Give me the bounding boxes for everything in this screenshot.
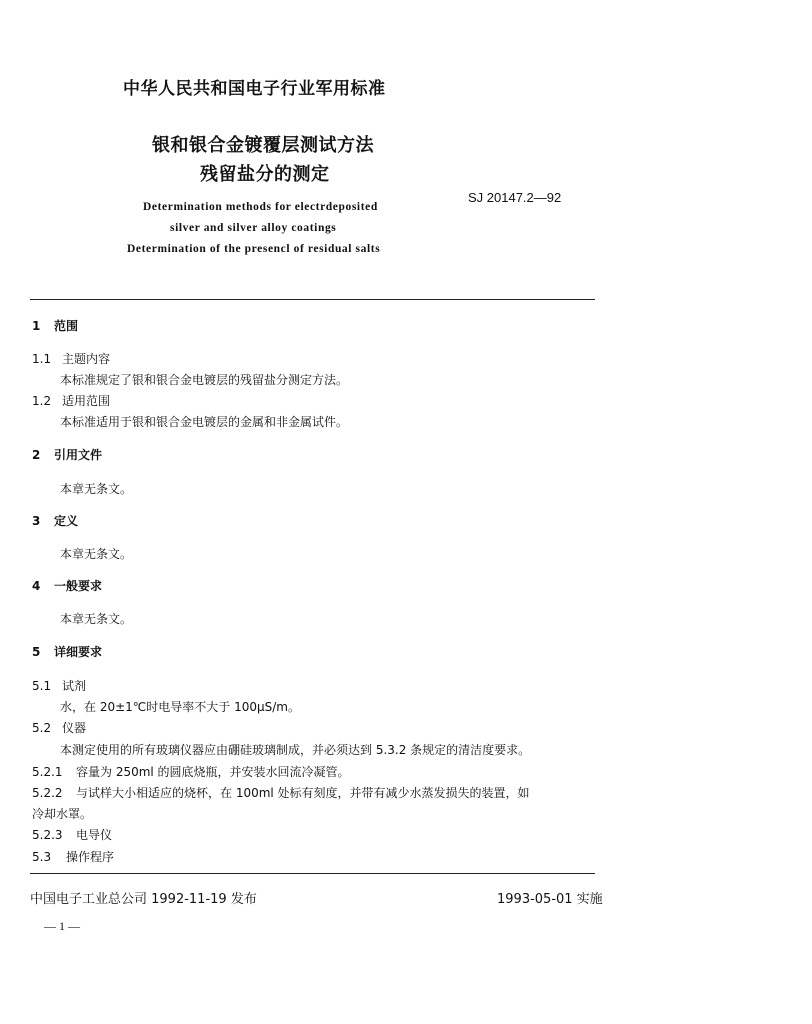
section-title: 仪器 [62,721,87,735]
section-number: 5.2.2 [32,786,63,800]
section-number: 2 [32,448,41,462]
standard-code: SJ 20147.2—92 [468,190,562,205]
section-number: 5.1 [32,679,52,693]
section-number: 5.3 [32,850,52,864]
section-5-2-1-item [32,763,350,780]
section-number: 1 [32,319,41,333]
section-title: 范围 [54,319,79,333]
section-5-2-2-continuation: 冷却水罩。 [32,807,93,821]
section-2-heading [32,446,102,463]
section-2-text: 本章无条文。 [60,482,133,496]
item-text: 容量为 250ml 的圆底烧瓶，并安装水回流冷凝管。 [76,765,350,779]
section-title: 适用范围 [62,394,111,408]
effective-date: 1993-05-01 实施 [497,892,603,907]
section-5-heading [32,643,102,660]
section-5-2-heading [32,719,86,736]
section-1-heading [32,317,78,334]
section-5-1-text: 水，在 20±1℃时电导率不大于 100μS/m。 [60,700,300,714]
page-number: — 1 — [44,919,80,933]
english-title-line-2: silver and silver alloy coatings [170,222,337,234]
section-4-heading [32,577,102,594]
issue-date: 中国电子工业总公司 1992-11-19 发布 [30,892,257,907]
bottom-divider [30,873,595,874]
section-3-text: 本章无条文。 [60,547,133,561]
item-text: 与试样大小相适应的烧杯，在 100ml 处标有刻度，并带有减少水蒸发损失的装置，如 [76,786,530,800]
section-number: 3 [32,514,41,528]
section-number: 5.2.1 [32,765,63,779]
english-title-line-3: Determination of the presencl of residual salts [127,243,381,255]
item-text: 操作程序 [66,850,115,864]
document-title-line-2: 残留盐分的测定 [200,164,330,185]
issuing-body-heading: 中华人民共和国电子行业军用标准 [123,79,386,99]
section-1-1-heading [32,350,110,367]
section-number: 1.2 [32,394,52,408]
section-number: 4 [32,579,41,593]
section-number: 1.1 [32,352,52,366]
section-title: 引用文件 [54,448,103,462]
section-1-2-text: 本标准适用于银和银合金电镀层的金属和非金属试件。 [60,415,349,429]
section-number: 5 [32,645,41,659]
section-title: 一般要求 [54,579,103,593]
section-number: 5.2 [32,721,52,735]
document-title-line-1: 银和银合金镀覆层测试方法 [152,135,374,156]
section-5-1-heading [32,677,86,694]
section-number: 5.2.3 [32,828,63,842]
english-title-line-1: Determination methods for electrdeposited [143,201,378,213]
section-4-text: 本章无条文。 [60,612,133,626]
section-3-heading [32,512,78,529]
section-5-2-text: 本测定使用的所有玻璃仪器应由硼硅玻璃制成，并必须达到 5.3.2 条规定的清洁度要求。 [60,743,531,757]
section-1-1-text: 本标准规定了银和银合金电镀层的残留盐分测定方法。 [60,373,349,387]
section-1-2-heading [32,392,110,409]
section-title: 主题内容 [62,352,111,366]
item-text: 电导仪 [76,828,113,842]
section-5-2-3-item [32,826,112,843]
section-title: 定义 [54,514,79,528]
section-title: 试剂 [62,679,87,693]
section-title: 详细要求 [54,645,103,659]
top-divider [30,299,595,300]
section-5-2-2-item [32,784,530,801]
section-5-3-heading [32,848,114,865]
